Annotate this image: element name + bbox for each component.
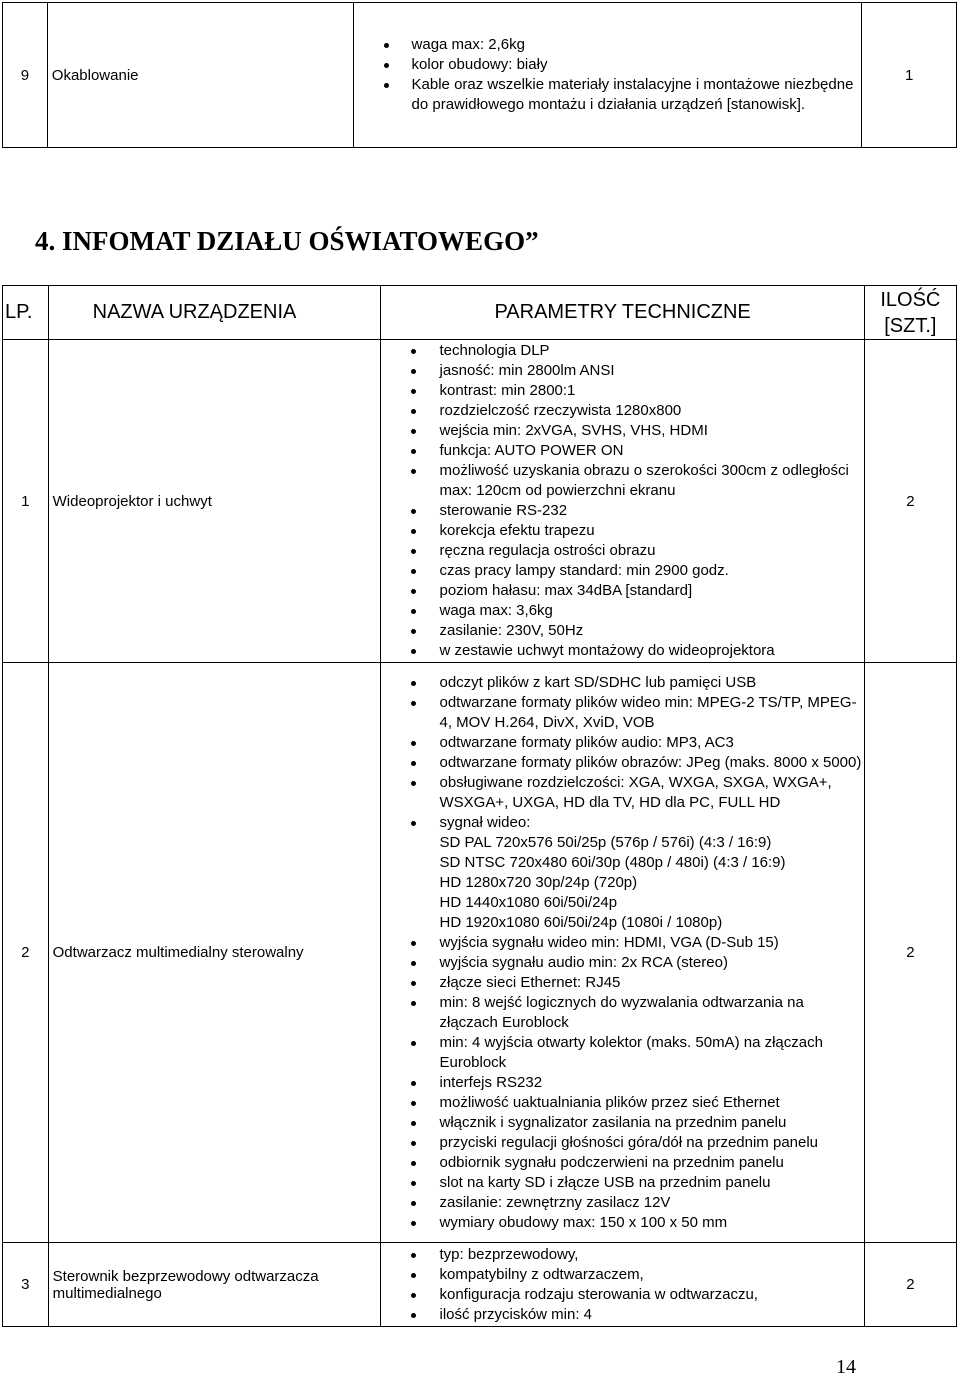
table-row bbox=[3, 340, 957, 663]
header-lp: LP. bbox=[3, 286, 49, 340]
list-item: obsługiwane rozdzielczości: XGA, WXGA, SXGA, WXGA+, WSXGA+, UXGA, HD dla TV, HD dla PC, FULL HD bbox=[411, 773, 863, 813]
list-item: jasność: min 2800lm ANSI bbox=[411, 361, 863, 381]
row-number: 2 bbox=[3, 663, 49, 1243]
row-number: 1 bbox=[3, 340, 49, 663]
list-item: slot na karty SD i złącze USB na przednim panelu bbox=[411, 1173, 863, 1193]
list-item: kolor obudowy: biały bbox=[384, 55, 862, 75]
list-item: kompatybilny z odtwarzaczem, bbox=[411, 1265, 863, 1285]
list-item: odtwarzane formaty plików obrazów: JPeg (maks. 8000 x 5000) bbox=[411, 753, 863, 773]
list-item: zasilanie: zewnętrzny zasilacz 12V bbox=[411, 1193, 863, 1213]
cabling-table bbox=[2, 2, 957, 148]
header-qty: ILOŚĆ [SZT.] bbox=[864, 286, 956, 340]
list-item: min: 4 wyjścia otwarty kolektor (maks. 50mA) na złączach Euroblock bbox=[411, 1033, 863, 1073]
list-item: HD 1440x1080 60i/50i/24p bbox=[439, 893, 618, 911]
list-item: odtwarzane formaty plików audio: MP3, AC3 bbox=[411, 733, 863, 753]
list-item: SD PAL 720x576 50i/25p (576p / 576i) (4:3 / 16:9) bbox=[439, 833, 772, 851]
row-number: 9 bbox=[3, 3, 48, 148]
quantity: 2 bbox=[864, 663, 956, 1243]
device-name: Sterownik bezprzewodowy odtwarzacza multimedialnego bbox=[48, 1243, 381, 1327]
list-item: wejścia min: 2xVGA, SVHS, VHS, HDMI bbox=[411, 421, 863, 441]
table-row bbox=[3, 3, 957, 148]
list-item: rozdzielczość rzeczywista 1280x800 bbox=[411, 401, 863, 421]
device-name: Okablowanie bbox=[47, 3, 353, 148]
device-params bbox=[381, 340, 864, 663]
quantity: 2 bbox=[864, 1243, 956, 1327]
list-item: odtwarzane formaty plików wideo min: MPEG-2 TS/TP, MPEG-4, MOV H.264, DivX, XviD, VOB bbox=[411, 693, 863, 733]
list-item: konfiguracja rodzaju sterowania w odtwarzaczu, bbox=[411, 1285, 863, 1305]
infomat-table bbox=[2, 285, 957, 1327]
table-header-row bbox=[3, 286, 957, 340]
list-item: waga max: 2,6kg bbox=[384, 35, 862, 55]
section-title: 4. INFOMAT DZIAŁU OŚWIATOWEGO” bbox=[35, 226, 539, 256]
list-item: min: 8 wejść logicznych do wyzwalania odtwarzania na złączach Euroblock bbox=[411, 993, 863, 1033]
device-name: Odtwarzacz multimedialny sterowalny bbox=[48, 663, 381, 1243]
params-list bbox=[354, 35, 862, 115]
list-item: wyjścia sygnału wideo min: HDMI, VGA (D-Sub 15) bbox=[411, 933, 863, 953]
page-number: 14 bbox=[836, 1356, 856, 1378]
table-row bbox=[3, 663, 957, 1243]
header-params: PARAMETRY TECHNICZNE bbox=[381, 286, 864, 340]
device-name: Wideoprojektor i uchwyt bbox=[48, 340, 381, 663]
list-item: w zestawie uchwyt montażowy do wideoprojektora bbox=[411, 641, 863, 661]
params-list bbox=[381, 1245, 863, 1325]
list-item: ręczna regulacja ostrości obrazu bbox=[411, 541, 863, 561]
list-item: zasilanie: 230V, 50Hz bbox=[411, 621, 863, 641]
list-item: interfejs RS232 bbox=[411, 1073, 863, 1093]
list-item: korekcja efektu trapezu bbox=[411, 521, 863, 541]
list-item: wyjścia sygnału audio min: 2x RCA (stereo) bbox=[411, 953, 863, 973]
list-item: technologia DLP bbox=[411, 341, 863, 361]
list-item: złącze sieci Ethernet: RJ45 bbox=[411, 973, 863, 993]
list-item: typ: bezprzewodowy, bbox=[411, 1245, 863, 1265]
list-item: HD 1280x720 30p/24p (720p) bbox=[439, 873, 638, 891]
list-item: włącznik i sygnalizator zasilania na przednim panelu bbox=[411, 1113, 863, 1133]
list-item: możliwość uaktualniania plików przez sieć Ethernet bbox=[411, 1093, 863, 1113]
params-list bbox=[381, 673, 863, 1233]
quantity: 2 bbox=[864, 340, 956, 663]
list-item: odczyt plików z kart SD/SDHC lub pamięci USB bbox=[411, 673, 863, 693]
list-item: funkcja: AUTO POWER ON bbox=[411, 441, 863, 461]
device-params bbox=[381, 663, 864, 1243]
list-item: Kable oraz wszelkie materiały instalacyjne i montażowe niezbędne do prawidłowego montażu i działania urządzeń [stanowisk]. bbox=[384, 75, 862, 115]
list-item: sterowanie RS-232 bbox=[411, 501, 863, 521]
list-item: poziom hałasu: max 34dBA [standard] bbox=[411, 581, 863, 601]
header-name: NAZWA URZĄDZENIA bbox=[48, 286, 381, 340]
quantity: 1 bbox=[862, 3, 957, 148]
list-item: SD NTSC 720x480 60i/30p (480p / 480i) (4:3 / 16:9) bbox=[439, 853, 786, 871]
list-item: przyciski regulacji głośności góra/dół na przednim panelu bbox=[411, 1133, 863, 1153]
list-item: kontrast: min 2800:1 bbox=[411, 381, 863, 401]
list-item: sygnał wideo: bbox=[411, 813, 863, 833]
list-item: wymiary obudowy max: 150 x 100 x 50 mm bbox=[411, 1213, 863, 1233]
list-item: odbiornik sygnału podczerwieni na przednim panelu bbox=[411, 1153, 863, 1173]
list-item: waga max: 3,6kg bbox=[411, 601, 863, 621]
params-list bbox=[381, 341, 863, 661]
device-params bbox=[381, 1243, 864, 1327]
table-row bbox=[3, 1243, 957, 1327]
list-item: możliwość uzyskania obrazu o szerokości 300cm z odległości max: 120cm od powierzchni ekranu bbox=[411, 461, 863, 501]
list-item: czas pracy lampy standard: min 2900 godz. bbox=[411, 561, 863, 581]
list-item: ilość przycisków min: 4 bbox=[411, 1305, 863, 1325]
row-number: 3 bbox=[3, 1243, 49, 1327]
list-item: HD 1920x1080 60i/50i/24p (1080i / 1080p) bbox=[439, 913, 723, 931]
device-params bbox=[353, 3, 862, 148]
